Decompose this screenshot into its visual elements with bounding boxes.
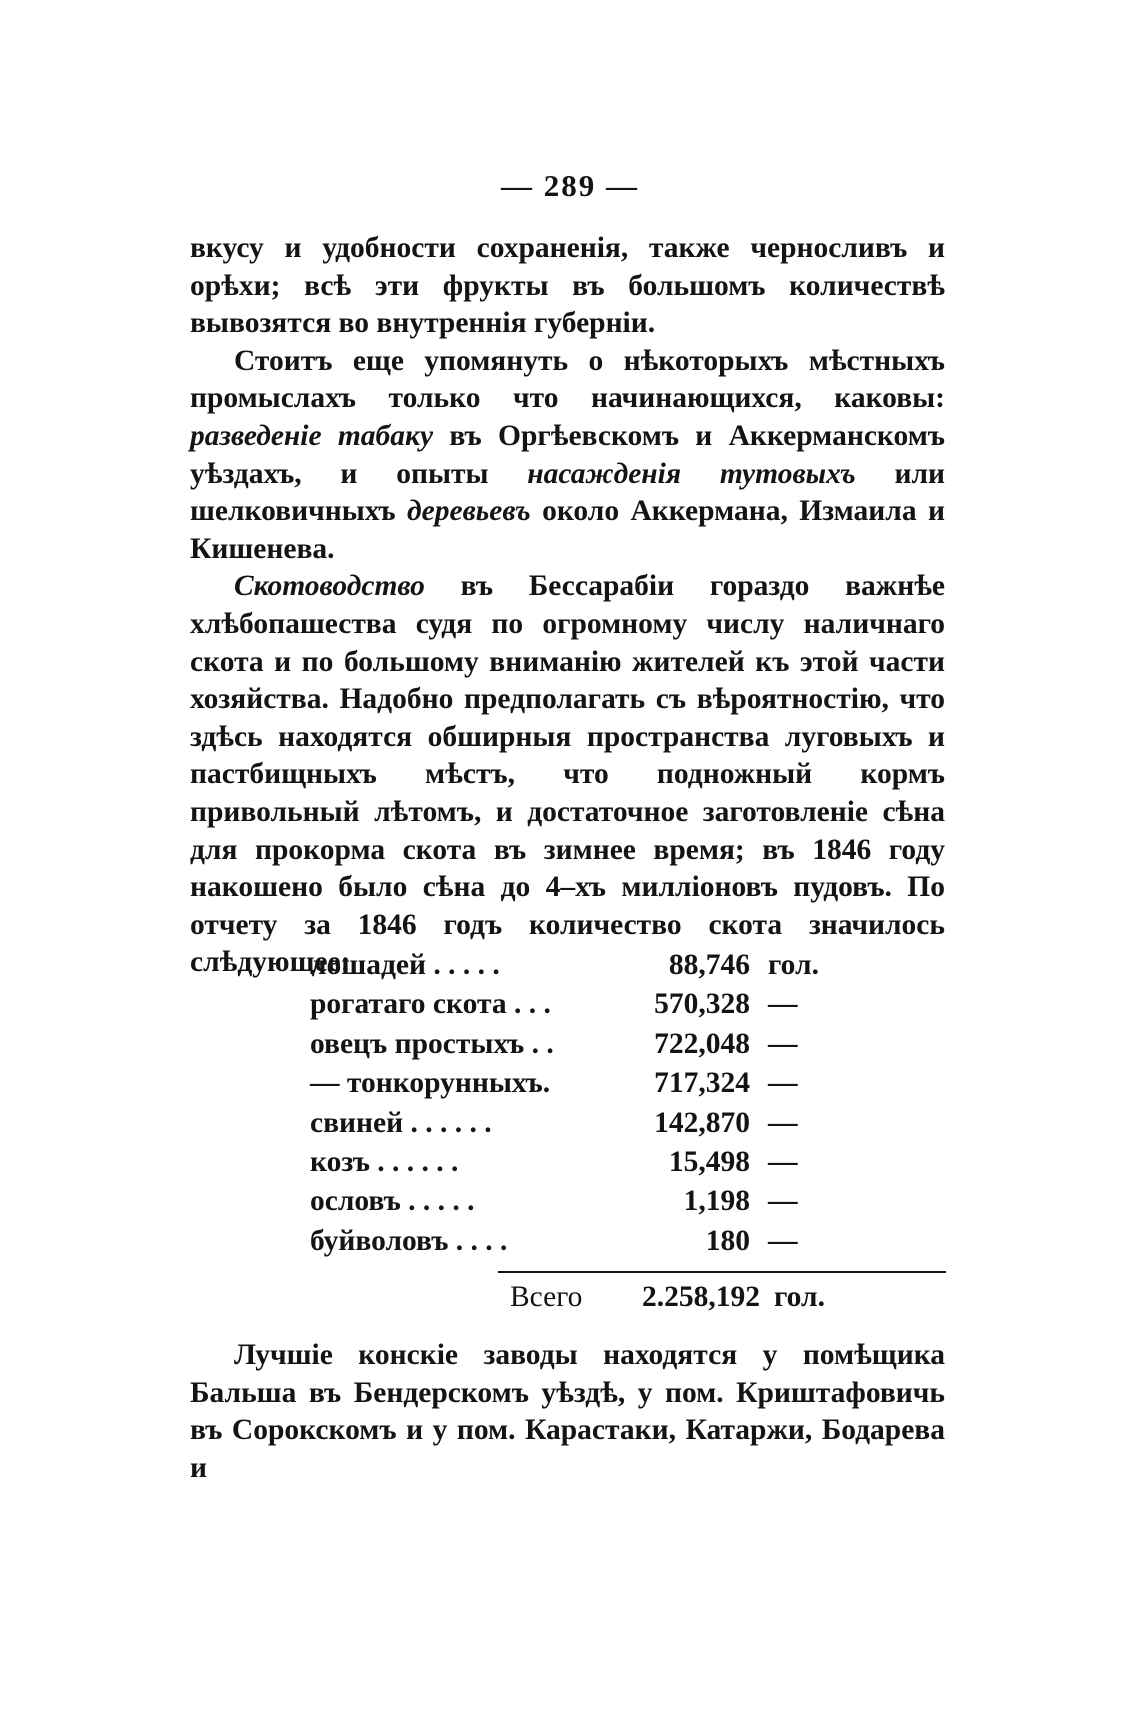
text-segment: Лучшіе конскіе заводы находятся у помѣщика Бальша въ Бендерскомъ уѣздѣ, у пом. Криштафовичь въ Сорокскомъ и у пом. Карастаки, Катаржи, Бодарева и	[190, 1339, 945, 1484]
livestock-name: овецъ простыхъ . .	[310, 1027, 554, 1060]
livestock-name: козъ . . . . . .	[310, 1146, 459, 1179]
paragraph-4	[190, 1337, 945, 1487]
livestock-count: 717,324	[654, 1067, 750, 1100]
body-text-bottom	[190, 1337, 945, 1487]
livestock-name: свиней . . . . . .	[310, 1106, 492, 1139]
livestock-name: — тонкорунныхъ.	[310, 1067, 551, 1100]
total-value: 2.258,192	[642, 1281, 760, 1313]
text-segment: Стоитъ еще упомянуть о нѣкоторыхъ мѣстныхъ промыслахъ только что начинающихся, каковы:	[190, 344, 945, 415]
text-segment-italic: деревьевъ	[407, 495, 531, 528]
livestock-count: 15,498	[668, 1146, 750, 1179]
livestock-unit: —	[768, 1067, 798, 1100]
livestock-unit: —	[768, 1146, 798, 1179]
text-segment: въ Оргѣевскомъ и Аккерманскомъ уѣздахъ, и опыты	[190, 419, 946, 490]
table-row	[310, 946, 848, 985]
livestock-name: буйволовъ . . . .	[310, 1224, 508, 1257]
livestock-unit: —	[768, 988, 798, 1021]
page-number: — 289 —	[501, 168, 639, 203]
livestock-count: 570,328	[654, 988, 750, 1021]
livestock-unit: —	[768, 1027, 798, 1060]
text-segment: въ Бессарабіи гораздо важнѣе хлѣбопашества судя по огромному числу наличнаго скота и по большому вниманію жителей къ этой части хозяйства. Надобно предполагать съ вѣроятностію, что здѣсь находятся обширныя пространства луговыхъ и пастбищныхъ мѣстъ, что подножный кормъ привольный лѣтомъ, и достаточное заготовленіе сѣна для прокорма скота въ зимнее время; въ 1846 году накошено было сѣна до 4–хъ милліоновъ пудовъ. По отчету за 1846 годъ количество скота значилось слѣдующее:	[190, 570, 945, 979]
table-row	[310, 1025, 848, 1064]
text-segment: вкусу и удобности сохраненія, также черносливъ и орѣхи; всѣ эти фрукты въ большомъ количествѣ вывозятся во внутреннія губерніи.	[190, 232, 945, 340]
livestock-unit: —	[768, 1106, 798, 1139]
livestock-unit: гол.	[768, 949, 819, 981]
paragraph-3	[190, 568, 945, 982]
table-row	[310, 985, 848, 1024]
total-divider	[498, 1271, 946, 1273]
livestock-count: 88,746	[668, 949, 750, 981]
text-segment-italic: разведеніе табаку	[190, 419, 434, 452]
livestock-name: рогатаго скота . . .	[310, 988, 551, 1021]
text-segment-italic: Скотоводство	[234, 570, 425, 603]
paragraph-1	[190, 230, 945, 343]
table-row	[310, 1064, 848, 1103]
livestock-count: 180	[705, 1224, 750, 1257]
table-row	[310, 1104, 848, 1143]
livestock-unit: —	[768, 1185, 798, 1218]
livestock-count: 722,048	[654, 1027, 750, 1060]
livestock-count: 142,870	[654, 1106, 750, 1139]
text-segment: или шелковичныхъ	[190, 457, 945, 528]
text-segment: около Аккермана, Измаила и Кишенева.	[190, 495, 945, 565]
paragraph-2	[190, 343, 945, 569]
livestock-name: лошадей . . . . .	[310, 949, 500, 981]
table-row	[310, 1222, 848, 1261]
table-row	[310, 1182, 848, 1221]
text-segment-italic: насажденія тутовыхъ	[527, 457, 856, 490]
total-unit: гол.	[774, 1281, 825, 1313]
livestock-table	[310, 946, 848, 1261]
livestock-name: ословъ . . . . .	[310, 1185, 475, 1218]
table-row	[310, 1143, 848, 1182]
total-label: Всего	[510, 1281, 583, 1313]
livestock-count: 1,198	[683, 1185, 750, 1218]
total-row	[510, 1277, 850, 1317]
livestock-unit: —	[768, 1224, 798, 1257]
body-text-top	[190, 230, 945, 982]
